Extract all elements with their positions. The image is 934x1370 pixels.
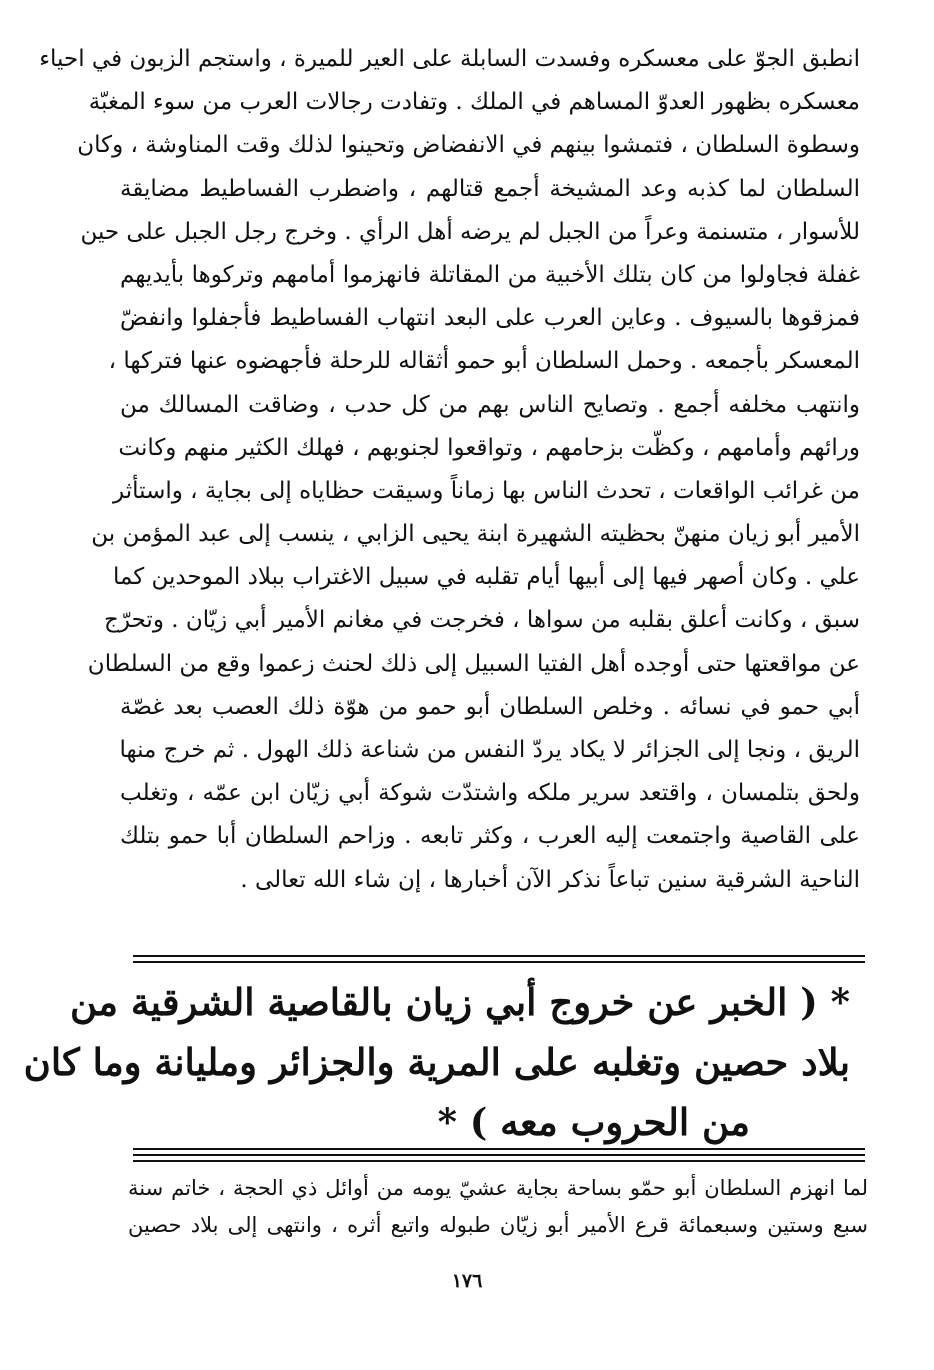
text-line: سبع وستين وسبعمائة قرع الأمير أبو زيّان طبوله واتبع أثره ، وانتهى إلى بلاد حصين bbox=[128, 1213, 868, 1237]
text-line: ولحق بتلمسان ، واقتعد سرير ملكه واشتدّت شوكة أبي زيّان ابن عمّه ، وتغلب bbox=[120, 780, 860, 807]
text-line: للأسوار ، متسنمة وعراً من الجبل لم يرضه أهل الرأي . وخرج رجل الجبل على حين bbox=[80, 218, 860, 245]
text-line: السلطان لما كذبه وعد المشيخة أجمع قتالهم ، واضطرب الفساطيط مضايقة bbox=[120, 175, 860, 202]
text-line: ورائهم وأمامهم ، وكظّت بزحامهم ، وتواقعوا لجنوبهم ، فهلك الكثير منهم وكانت bbox=[118, 434, 860, 461]
page-number: ١٧٦ bbox=[451, 1270, 483, 1292]
main-paragraph bbox=[39, 38, 860, 902]
heading-line: بلاد حصين وتغلبه على المرية والجزائر ومليانة وما كان bbox=[23, 1040, 850, 1084]
section-divider-bottom bbox=[133, 1148, 865, 1156]
text-line: الناحية الشرقية سنين تباعاً نذكر الآن أخبارها ، إن شاء الله تعالى . bbox=[240, 866, 860, 893]
second-paragraph bbox=[128, 1170, 868, 1244]
text-line: على القاصية واجتمعت إليه العرب ، وكثر تابعه . وزاحم السلطان أبا حمو بتلك bbox=[120, 823, 860, 850]
text-line: معسكره بظهور العدوّ المساهم في الملك . وتفادت رجالات العرب من سوء المغبّة bbox=[88, 89, 860, 116]
text-line: المعسكر بأجمعه . وحمل السلطان أبو حمو أثقاله للرحلة فأجهضوه عنها فتركها ، bbox=[108, 348, 860, 375]
text-line: الريق ، ونجا إلى الجزائر لا يكاد يردّ النفس من شناعة ذلك الهول . ثم خرج منها bbox=[119, 737, 860, 763]
text-line: غفلة فجاولوا من كان بتلك الأخبية من المقاتلة فانهزموا أمامهم وتركوها بأيديهم bbox=[120, 261, 860, 288]
text-line: الأمير أبو زيان منهنّ بحظيته الشهيرة ابنة يحيى الزابي ، ينسب إلى عبد المؤمن بن bbox=[91, 521, 860, 548]
text-line: سبق ، وكانت أعلق بقلبه من سواها ، فخرجت في مغانم الأمير أبي زيّان . وتحرّج bbox=[104, 607, 860, 634]
text-line: انطبق الجوّ على معسكره وفسدت السابلة على العير للميرة ، واستجم الزبون في احياء bbox=[39, 46, 860, 72]
text-line: وسطوة السلطان ، فتمشوا بينهم في الانفضاض وتحينوا لذلك وقت المناوشة ، وكان bbox=[77, 132, 860, 159]
text-line: وانتهب مخلفه أجمع . وتصايح الناس بهم من كل حدب ، وضاقت المسالك من bbox=[120, 391, 860, 418]
text-line: فمزقوها بالسيوف . وعاين العرب على البعد انتهاب الفساطيط فأجفلوا وانفضّ bbox=[120, 305, 860, 332]
heading-line: * ( الخبر عن خروج أبي زيان بالقاصية الشرقية من bbox=[69, 980, 850, 1024]
text-line: عن مواقعتها حتى أوجده أهل الفتيا السبيل إلى ذلك لحنث زعموا وقع من السلطان bbox=[87, 650, 860, 677]
text-line: لما انهزم السلطان أبو حمّو بساحة بجاية عشيّ يومه من أوائل ذي الحجة ، خاتم سنة bbox=[128, 1176, 868, 1200]
heading-line: من الحروب معه ) * bbox=[437, 1100, 750, 1144]
section-divider-top bbox=[133, 955, 865, 963]
text-line: من غرائب الواقعات ، تحدث الناس بها زماناً وسيقت حظاياه إلى بجاية ، واستأثر bbox=[113, 477, 860, 504]
section-divider-underline bbox=[133, 1160, 865, 1162]
text-line: أبي حمو في نسائه . وخلص السلطان أبو حمو من هوّة ذلك العصب بعد غصّة bbox=[120, 693, 860, 720]
text-line: علي . وكان أصهر فيها إلى أبيها أيام تقلبه في سبيل الاغتراب ببلاد الموحدين كما bbox=[112, 564, 860, 591]
section-heading bbox=[23, 972, 850, 1152]
